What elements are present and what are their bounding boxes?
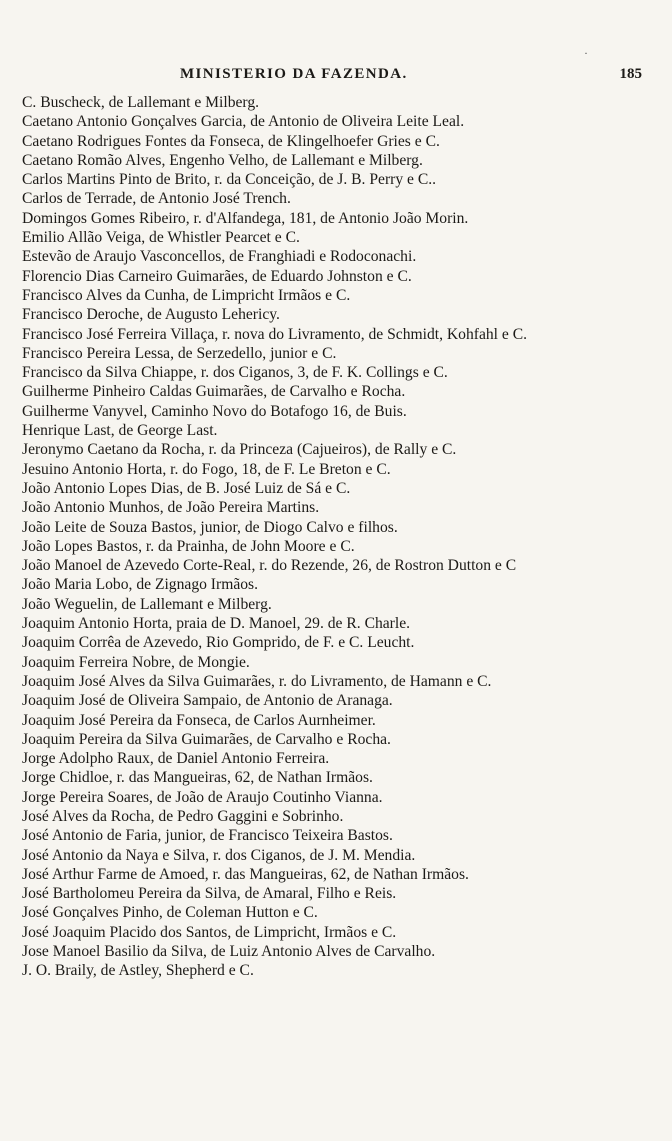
list-item: João Antonio Munhos, de João Pereira Martins. <box>22 499 320 517</box>
list-item: Francisco Pereira Lessa, de Serzedello, junior e C. <box>22 344 337 362</box>
page-header <box>0 66 672 90</box>
list-item: Joaquim José Alves da Silva Guimarães, r. do Livramento, de Hamann e C. <box>22 672 492 690</box>
list-item: João Leite de Souza Bastos, junior, de Diogo Calvo e filhos. <box>22 518 398 536</box>
list-item: Jorge Chidloe, r. das Mangueiras, 62, de Nathan Irmãos. <box>22 769 373 787</box>
list-item: Caetano Antonio Gonçalves Garcia, de Antonio de Oliveira Leite Leal. <box>22 113 465 131</box>
list-item: Jesuino Antonio Horta, r. do Fogo, 18, de F. Le Breton e C. <box>22 460 391 478</box>
list-item: Joaquim Antonio Horta, praia de D. Manoel, 29. de R. Charle. <box>22 615 411 633</box>
list-item: Caetano Romão Alves, Engenho Velho, de Lallemant e Milberg. <box>22 151 423 169</box>
list-item: Henrique Last, de George Last. <box>22 422 218 440</box>
list-item: Jorge Pereira Soares, de João de Araujo Coutinho Vianna. <box>22 788 383 806</box>
list-item: Caetano Rodrigues Fontes da Fonseca, de Klingelhoefer Gries e C. <box>22 132 440 150</box>
list-item: José Bartholomeu Pereira da Silva, de Amaral, Filho e Reis. <box>22 885 397 903</box>
list-item: Jeronymo Caetano da Rocha, r. da Princeza (Cajueiros), de Rally e C. <box>22 441 457 459</box>
page-number: 185 <box>619 66 642 82</box>
list-item: Jorge Adolpho Raux, de Daniel Antonio Ferreira. <box>22 750 330 768</box>
list-item: João Maria Lobo, de Zignago Irmãos. <box>22 576 259 594</box>
entry-list <box>22 93 638 981</box>
list-item: Joaquim Ferreira Nobre, de Mongie. <box>22 653 250 671</box>
list-item: João Manoel de Azevedo Corte-Real, r. do Rezende, 26, de Rostron Dutton e C <box>22 557 517 575</box>
list-item: João Lopes Bastos, r. da Prainha, de John Moore e C. <box>22 537 355 555</box>
list-item: Carlos de Terrade, de Antonio José Trench. <box>22 190 291 208</box>
list-item: J. O. Braily, de Astley, Shepherd e C. <box>22 962 254 980</box>
list-item: José Arthur Farme de Amoed, r. das Mangueiras, 62, de Nathan Irmãos. <box>22 865 469 883</box>
list-item: Emilio Allão Veiga, de Whistler Pearcet e C. <box>22 229 300 247</box>
list-item: Guilherme Pinheiro Caldas Guimarães, de Carvalho e Rocha. <box>22 383 406 401</box>
list-item: José Antonio da Naya e Silva, r. dos Ciganos, de J. M. Mendia. <box>22 846 416 864</box>
list-item: Domingos Gomes Ribeiro, r. d'Alfandega, 181, de Antonio João Morin. <box>22 209 469 227</box>
list-item: José Antonio de Faria, junior, de Francisco Teixeira Bastos. <box>22 827 393 845</box>
list-item: Guilherme Vanyvel, Caminho Novo do Botafogo 16, de Buis. <box>22 402 407 420</box>
list-item: Francisco Deroche, de Augusto Lehericy. <box>22 306 280 324</box>
running-title: MINISTERIO DA FAZENDA. <box>180 66 408 82</box>
list-item: C. Buscheck, de Lallemant e Milberg. <box>22 94 260 111</box>
list-item: Joaquim José de Oliveira Sampaio, de Antonio de Aranaga. <box>22 692 393 710</box>
list-item: João Weguelin, de Lallemant e Milberg. <box>22 595 272 613</box>
list-item: José Joaquim Placido dos Santos, de Limpricht, Irmãos e C. <box>22 923 397 941</box>
list-item: Francisco José Ferreira Villaça, r. nova do Livramento, de Schmidt, Kohfahl e C. <box>22 325 528 343</box>
list-item: Joaquim Pereira da Silva Guimarães, de Carvalho e Rocha. <box>22 730 391 748</box>
list-item: João Antonio Lopes Dias, de B. José Luiz de Sá e C. <box>22 479 351 497</box>
list-item: Jose Manoel Basilio da Silva, de Luiz Antonio Alves de Carvalho. <box>22 943 436 961</box>
print-speck: · <box>584 46 588 60</box>
list-item: José Gonçalves Pinho, de Coleman Hutton e C. <box>22 904 318 922</box>
list-item: Joaquim Corrêa de Azevedo, Rio Gomprido, de F. e C. Leucht. <box>22 634 415 652</box>
list-item: Francisco da Silva Chiappe, r. dos Ciganos, 3, de F. K. Collings e C. <box>22 364 448 382</box>
list-item: Florencio Dias Carneiro Guimarães, de Eduardo Johnston e C. <box>22 267 412 285</box>
list-item: Estevão de Araujo Vasconcellos, de Franghiadi e Rodoconachi. <box>22 248 417 266</box>
list-item: José Alves da Rocha, de Pedro Gaggini e Sobrinho. <box>22 807 344 825</box>
list-item: Carlos Martins Pinto de Brito, r. da Conceição, de J. B. Perry e C.. <box>22 171 437 189</box>
list-item: Joaquim José Pereira da Fonseca, de Carlos Aurnheimer. <box>22 711 376 729</box>
list-item: Francisco Alves da Cunha, de Limpricht Irmãos e C. <box>22 286 351 304</box>
